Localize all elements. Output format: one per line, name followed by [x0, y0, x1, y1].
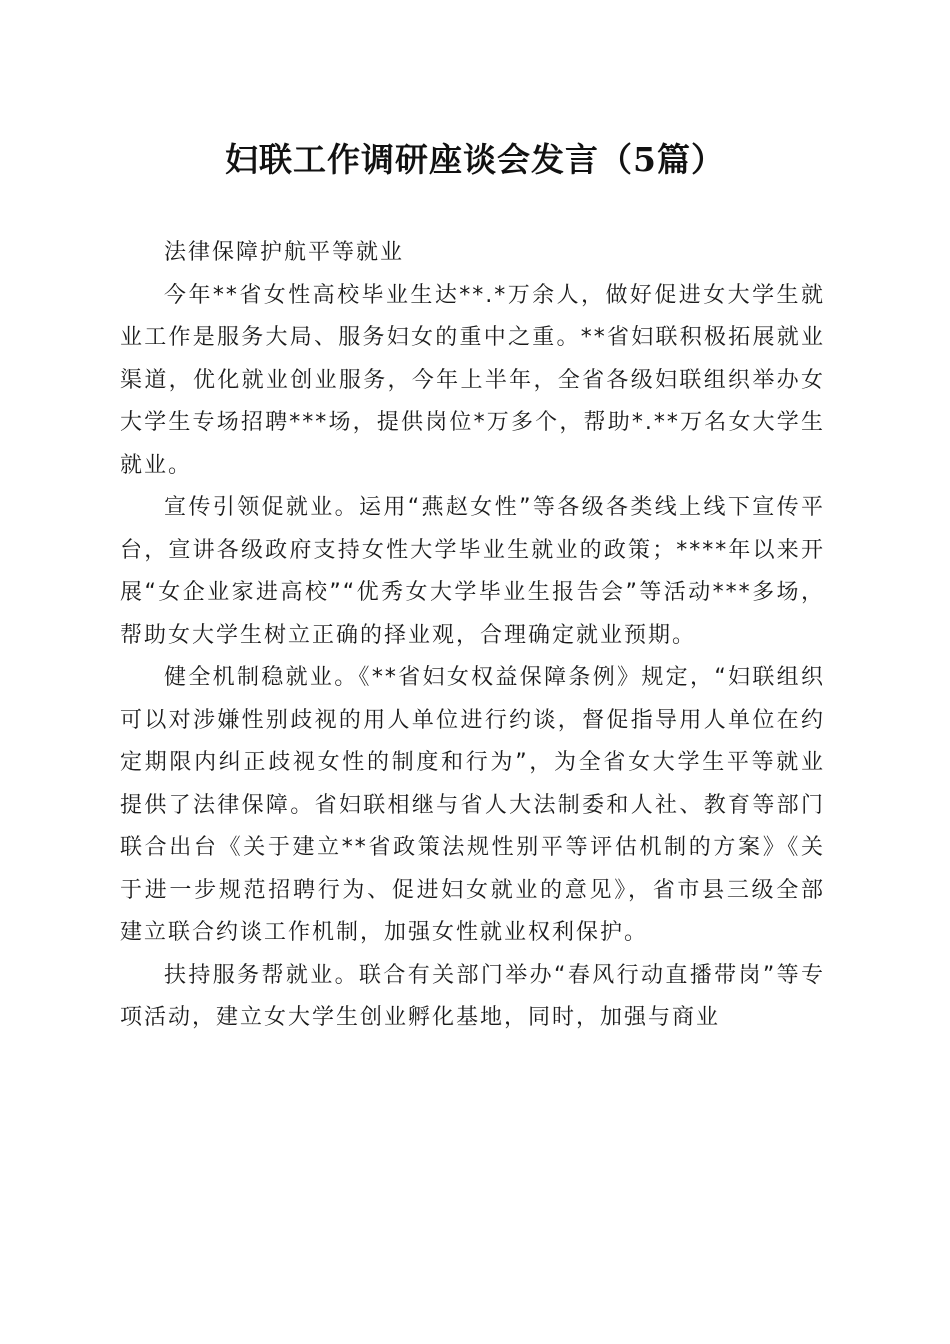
- document-title: 妇联工作调研座谈会发言（5篇）: [225, 140, 725, 179]
- document-body: [120, 232, 825, 1040]
- paragraph-support: 扶持服务帮就业。联合有关部门举办“春风行动直播带岗”等专项活动，建立女大学生创业孵化基地，同时，加强与商业: [120, 962, 825, 1030]
- paragraph-mechanism: 健全机制稳就业。《**省妇女权益保障条例》规定，“妇联组织可以对涉嫌性别歧视的用人单位进行约谈，督促指导用人单位在约定期限内纠正歧视女性的制度和行为”，为全省女大学生平等就业提供了法律保障。省妇联相继与省人大法制委和人社、教育等部门联合出台《关于建立**省政策法规性别平等评估机制的方案》《关于进一步规范招聘行为、促进妇女就业的意见》，省市县三级全部建立联合约谈工作机制，加强女性就业权利保护。: [120, 665, 825, 945]
- paragraph-publicity: 宣传引领促就业。运用“燕赵女性”等各级各类线上线下宣传平台，宣讲各级政府支持女性大学毕业生就业的政策；****年以来开展“女企业家进高校”“优秀女大学毕业生报告会”等活动***多场，帮助女大学生树立正确的择业观，合理确定就业预期。: [120, 495, 825, 648]
- paragraph-intro: 今年**省女性高校毕业生达**.*万余人，做好促进女大学生就业工作是服务大局、服务妇女的重中之重。**省妇联积极拓展就业渠道，优化就业创业服务，今年上半年，全省各级妇联组织举办女大学生专场招聘***场，提供岗位*万多个，帮助*.**万名女大学生就业。: [120, 282, 825, 478]
- section-heading: 法律保障护航平等就业: [164, 240, 405, 265]
